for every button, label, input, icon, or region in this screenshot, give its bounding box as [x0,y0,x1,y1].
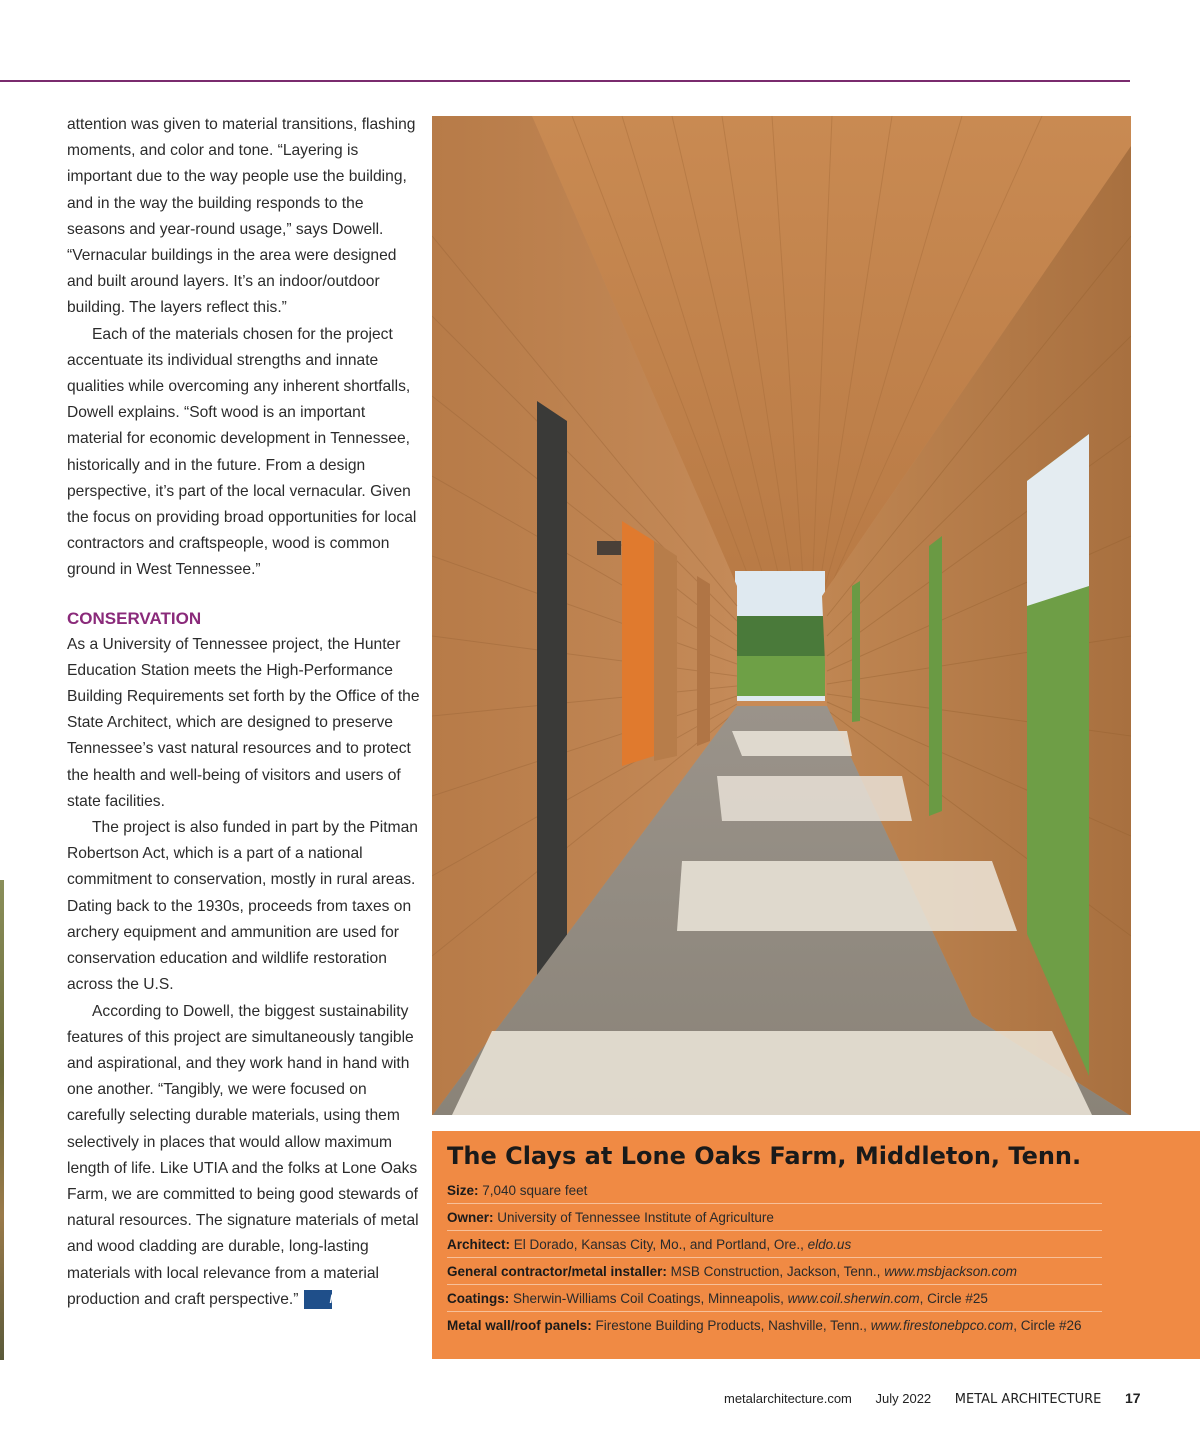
article-paragraph: Each of the materials chosen for the project accentuate its individual strengths and innate qualities while overcoming any inherent shortfalls, Dowell explains. “Soft wood is an important material for economic development in Tennessee, historically and in the future. From a design perspective, it’s part of the local vernacular. Given the focus on providing broad opportunities for local contractors and craftspeople, wood is common ground in West Tennessee.” [67,325,417,579]
info-row-text: MSB Construction, Jackson, Tenn., [666,1264,885,1279]
info-row [447,1204,1102,1231]
info-row-link[interactable]: www.firestonebpco.com [870,1318,1014,1333]
section-heading: CONSERVATION [67,608,202,628]
info-row-circle: , Circle #26 [1013,1318,1082,1333]
article-paragraph-text: According to Dowell, the biggest sustainability features of this project are simultaneously tangible and aspirational, and they work hand in hand with one another. “Tangibly, we were focused on carefully selecting durable materials, using them selectively in places that would allow maximum length of life. Like UTIA and the folks at Lone Oaks Farm, we are committed to being good stewards of natural resources. The signature materials of metal and wood cladding are durable, long-lasting materials with local relevance from a material production and craft perspective.” [67,1002,419,1308]
info-row-label: Owner: [447,1210,494,1225]
footer-date: July 2022 [875,1391,932,1406]
corridor-photo-illustration [432,116,1131,1115]
footer-website[interactable]: metalarchitecture.com [724,1391,852,1406]
project-info-box [432,1131,1200,1359]
adjacent-page-photo-edge [0,880,4,1360]
footer-page-number: 17 [1124,1390,1141,1406]
info-row-text: 7,040 square feet [478,1183,588,1198]
info-box-rows [447,1177,1102,1338]
info-row-label: General contractor/metal installer: [447,1264,667,1279]
info-row-label: Coatings: [447,1291,510,1306]
info-row-label: Size: [447,1183,479,1198]
info-row [447,1258,1102,1285]
info-row-circle: , Circle #25 [919,1291,988,1306]
article-paragraph [67,999,423,1313]
page-footer [724,1390,1141,1407]
info-row-link[interactable]: www.coil.sherwin.com [787,1291,920,1306]
info-row [447,1231,1102,1258]
info-row [447,1312,1102,1338]
magazine-end-logo: Ma [304,1290,332,1309]
info-row-link[interactable]: www.msbjackson.com [884,1264,1017,1279]
info-row [447,1177,1102,1204]
article-column [67,112,423,1313]
info-row-text: University of Tennessee Institute of Agriculture [493,1210,774,1225]
info-row-label: Metal wall/roof panels: [447,1318,592,1333]
info-row-link[interactable]: eldo.us [807,1237,852,1252]
info-row-text: El Dorado, Kansas City, Mo., and Portland, Ore., [510,1237,808,1252]
article-paragraph: The project is also funded in part by the Pitman Robertson Act, which is a part of a national commitment to conservation, mostly in rural areas. Dating back to the 1930s, proceeds from taxes on archery equipment and ammunition are used for conservation education and wildlife restoration across the U.S. [67,819,418,994]
info-row-text: Sherwin-Williams Coil Coatings, Minneapolis, [509,1291,788,1306]
info-row [447,1285,1102,1312]
article-paragraph: As a University of Tennessee project, the Hunter Education Station meets the High-Performance Building Requirements set forth by the Office of the State Architect, which are designed to preserve Tennessee’s vast natural resources and to protect the health and well-being of visitors and users of state facilities. [67,635,420,810]
info-row-text: Firestone Building Products, Nashville, Tenn., [591,1318,871,1333]
top-rule [0,80,1130,82]
corridor-photo [432,116,1131,1115]
article-paragraph: attention was given to material transitions, flashing moments, and color and tone. “Layering is important due to the way people use the building, and in the way the building responds to the seasons and year-round usage,” says Dowell. “Vernacular buildings in the area were designed and built around layers. It’s an indoor/outdoor building. The layers reflect this.” [67,116,416,317]
footer-magazine-name: METAL ARCHITECTURE [954,1392,1102,1407]
info-row-label: Architect: [447,1237,511,1252]
info-box-title: The Clays at Lone Oaks Farm, Middleton, Tenn. [447,1142,1082,1170]
